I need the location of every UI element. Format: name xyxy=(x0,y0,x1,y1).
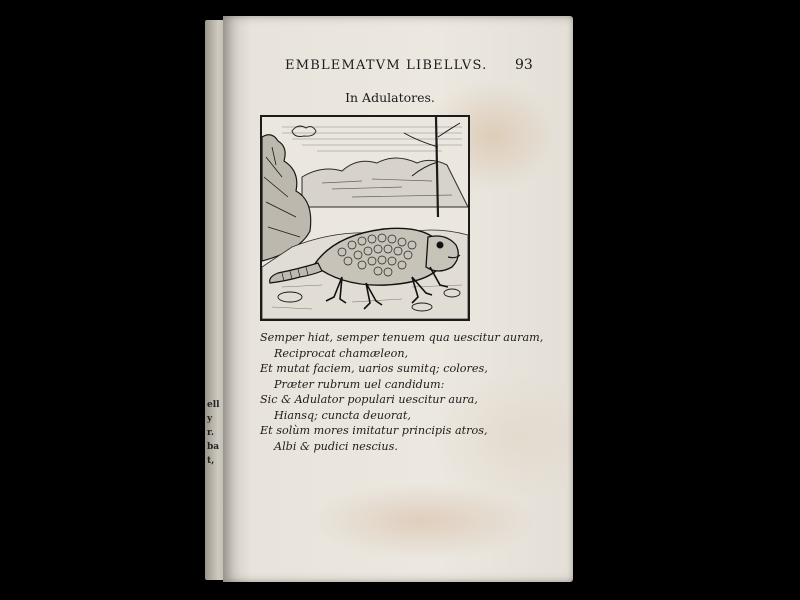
page-number: 93 xyxy=(515,57,533,73)
verse-line: Hiansq; cuncta deuorat, xyxy=(274,408,411,422)
page-header xyxy=(275,58,565,78)
emblem-title xyxy=(223,90,573,105)
verse-line: Et solùm mores imitatur principis atros, xyxy=(260,424,488,437)
verse-line: Albi & pudici nescius. xyxy=(274,439,398,453)
woodcut-drawing xyxy=(262,117,468,319)
verse-line: Semper hiat, semper tenuem qua uescitur auram, xyxy=(260,331,544,344)
open-book xyxy=(205,16,575,584)
facing-page-mark: ell xyxy=(207,400,220,410)
verse-line: Sic & Adulator populari uescitur aura, xyxy=(260,393,478,406)
emblem-title-text: In Adulatores. xyxy=(345,90,435,105)
verse-line: Præter rubrum uel candidum: xyxy=(274,377,445,391)
chameleon-woodcut-illustration xyxy=(260,115,470,321)
facing-page-text xyxy=(207,398,221,468)
facing-page-mark: t, xyxy=(207,456,215,466)
emblem-verse xyxy=(260,330,560,454)
running-title: EMBLEMATVM LIBELLVS. xyxy=(285,58,488,73)
verse-line: Reciprocat chamæleon, xyxy=(274,346,409,360)
facing-page-mark: r. xyxy=(207,428,215,438)
book-page xyxy=(223,16,573,582)
verse-line: Et mutat faciem, uarios sumitq; colores, xyxy=(260,362,488,375)
facing-page-mark: ba xyxy=(207,442,220,452)
facing-page-mark: y xyxy=(207,414,213,424)
